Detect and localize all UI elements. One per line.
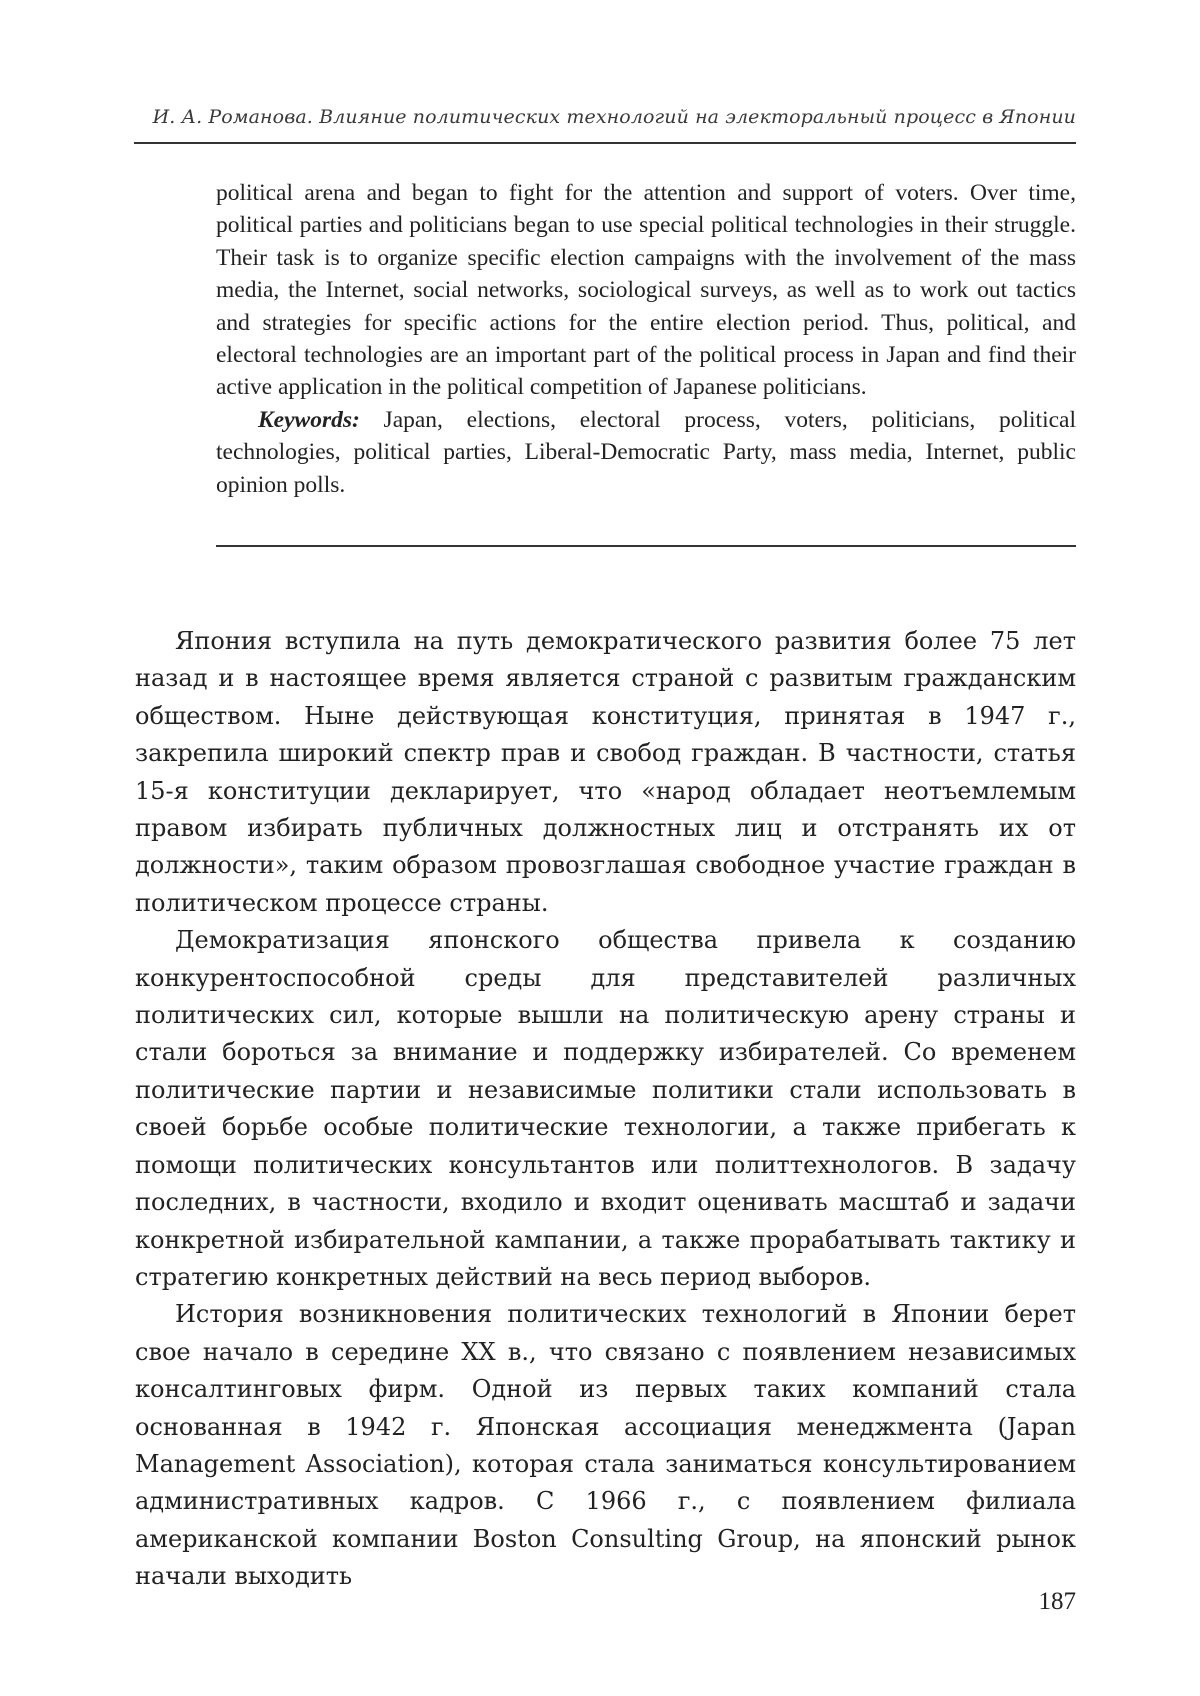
page-number: 187 xyxy=(1038,1588,1076,1615)
abstract-divider xyxy=(216,545,1076,547)
body-paragraph: История возникновения политических технологий в Японии берет свое начало в середине XX в., что связано с появлением независимых консалтинговых фирм. Одной из первых таких компаний стала основанная в 1942 г. Японская ассоциация менеджмента (Japan Management Association), которая стала заниматься консультированием административных кадров. С 1966 г., с появлением филиала американской компании Boston Consulting Group, на японский рынок начали выходить xyxy=(135,1300,1076,1591)
body-paragraph: Япония вступила на путь демократического развития более 75 лет назад и в настоящее время является страной с развитым гражданским обществом. Ныне действующая конституция, принятая в 1947 г., закрепила широкий спектр прав и свобод граждан. В частности, статья 15-я конституции декларирует, что «народ обладает неотъемлемым правом избирать публичных должностных лиц и отстранять их от должности», таким образом провозглашая свободное участие граждан в политическом процессе страны. xyxy=(135,627,1076,917)
abstract xyxy=(216,177,1076,501)
keywords-paragraph xyxy=(216,404,1076,501)
abstract-paragraph: political arena and began to fight for the attention and support of voters. Over time, political parties and politicians began to use special political technologies in their struggle. Their task is to organize specific election campaigns with the involvement of the mass media, the Internet, social networks, sociological surveys, as well as to work out tactics and strategies for specific actions for the entire election period. Thus, political, and electoral technologies are an important part of the political process in Japan and find their active application in the political competition of Japanese politicians. xyxy=(216,180,1076,401)
body-paragraph: Демократизация японского общества привела к созданию конкурентоспособной среды для представителей различных политических сил, которые вышли на политическую арену страны и стали бороться за внимание и поддержку избирателей. Со временем политические партии и независимые политики стали использовать в своей борьбе особые политические технологии, а также прибегать к помощи политических консультантов или политтехнологов. В задачу последних, в частности, входило и входит оценивать масштаб и задачи конкретной избирательной кампании, а также прорабатывать тактику и стратегию конкретных действий на весь период выборов. xyxy=(135,926,1076,1291)
keywords-list: Japan, elections, electoral process, voters, politicians, political technologies, political parties, Liberal-Democratic Party, mass media, Internet, public opinion polls. xyxy=(216,406,1076,498)
header-divider xyxy=(134,142,1076,144)
keywords-label: Keywords: xyxy=(258,406,360,433)
running-head-title: И. А. Романова. Влияние политических технологий на электоральный процесс в Японии xyxy=(152,106,1076,128)
article-body xyxy=(135,623,1076,1596)
